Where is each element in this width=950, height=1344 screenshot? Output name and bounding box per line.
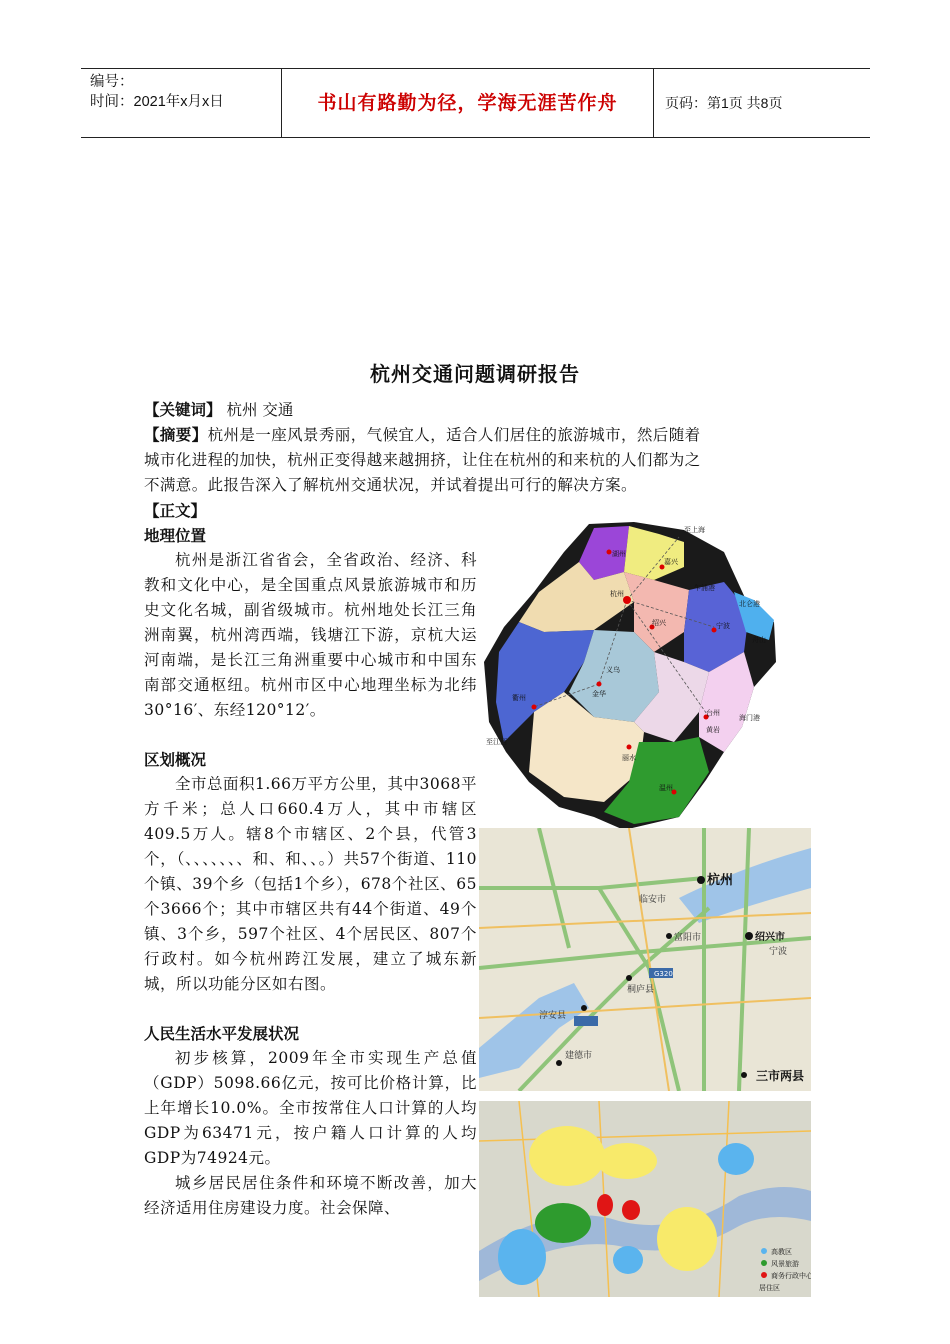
geo-section-text: 杭州是浙江省省会，全省政治、经济、科教和文化中心，是全国重点风景旅游城市和历史文化名城，副省级城市。杭州地处长江三角洲南翼，杭州湾西端，钱塘江下游，京杭大运河南端，是长江三角洲重要中心城市和中国东南部交通枢纽。杭州市区中心地理坐标为北纬30°16′、东经120°12′。	[144, 551, 477, 719]
legend-edu: 高教区	[771, 1248, 792, 1256]
map2-label-sanshi: 三市两县	[756, 1069, 805, 1083]
page-header	[81, 68, 870, 138]
map1-label-jiaxing: 嘉兴	[664, 558, 678, 566]
legend-scenic: 风景旅游	[771, 1260, 799, 1268]
map2-label-hangzhou: 杭州	[707, 873, 734, 888]
body-label: 【正文】	[144, 502, 207, 520]
living-section-text	[144, 1046, 477, 1221]
keywords-text: 杭州 交通	[221, 401, 294, 419]
map2-label-ningbo: 宁波	[769, 947, 788, 957]
legend-business: 商务行政中心	[771, 1272, 811, 1280]
map2-label-tonglu: 桐庐县	[627, 985, 655, 995]
map1-label-ningbo: 宁波	[716, 622, 730, 630]
time-label: 时间：2021年x月x日	[90, 94, 224, 110]
abstract-line-2: 城市化进程的加快，杭州正变得越来越拥挤，让住在杭州的和来杭的人们都为之	[144, 451, 701, 469]
hangzhou-road-map	[479, 828, 811, 1091]
map1-label-wenzhou: 温州	[659, 784, 673, 792]
living-paragraph-2: 城乡居民居住条件和环境不断改善，加大经济适用住房建设力度。社会保障、	[144, 1174, 477, 1217]
map1-label-beilun: 北仑港	[739, 600, 760, 608]
district-section-title: 区划概况	[144, 751, 207, 769]
map2-label-g320: G320	[654, 970, 673, 978]
map1-label-zhapu: 乍浦港	[694, 584, 715, 592]
map1-label-shanghai: 至上海	[684, 526, 705, 534]
map1-label-hangzhou: 杭州	[610, 590, 624, 598]
map2-label-jiande: 建德市	[565, 1051, 593, 1061]
map1-label-quzhou: 衢州	[512, 694, 526, 702]
living-paragraph-1: 初步核算，2009年全市实现生产总值（GDP）5098.66亿元，按可比价格计算，比上年增长10.0%。全市按常住人口计算的人均GDP为63471元，按户籍人口计算的人均GDP为74924元。	[144, 1049, 477, 1167]
abstract	[144, 423, 814, 498]
abstract-line-1: 杭州是一座风景秀丽，气候宜人，适合人们居住的旅游城市，然后随着	[207, 426, 701, 444]
map1-label-shaoxing: 绍兴	[652, 619, 666, 627]
map2-label-chunan: 淳安县	[539, 1011, 567, 1021]
geo-section-title: 地理位置	[144, 527, 207, 545]
functional-zone-map	[479, 1101, 811, 1297]
keywords-label: 【关键词】	[144, 401, 222, 419]
district-section-text: 全市总面积1.66万平方公里，其中3068平方千米；总人口660.4万人，其中市辖区409.5万人。辖8个市辖区、2个县，代管3个，（、、、、、、、和、和、、。）共57个街道、110个镇、39个乡（包括1个乡），678个社区、65个3666个；其中市辖区共有44个街道、49个镇、3个乡，597个社区、4个居民区、807个行政村。如今杭州跨江发展，建立了城东新城，所以功能分区如右图。	[144, 775, 477, 993]
living-section-title: 人民生活水平发展状况	[144, 1025, 300, 1043]
map2-label-fuyang: 富阳市	[674, 933, 702, 943]
map1-label-huzhou: 湖州	[612, 550, 626, 558]
zhejiang-province-map	[484, 512, 784, 832]
legend-residential: 居住区	[759, 1284, 780, 1292]
map1-label-yiwu: 义乌	[606, 666, 620, 674]
header-left-cell	[81, 69, 282, 137]
map2-label-shaoxing: 绍兴市	[755, 932, 785, 943]
map1-label-haimen: 海门港	[739, 714, 760, 722]
page-info: 页码：第1页 共8页	[665, 95, 783, 111]
abstract-label: 【摘要】	[144, 426, 208, 444]
abstract-line-3: 不满意。此报告深入了解杭州交通状况，并试着提出可行的解决方案。	[144, 476, 637, 494]
map1-label-huangyan: 黄岩	[706, 726, 720, 734]
map1-label-taizhou: 台州	[706, 709, 720, 717]
keywords-line	[144, 398, 293, 423]
number-label: 编号：	[90, 74, 134, 90]
map1-label-lishui: 丽水	[622, 754, 636, 762]
map2-label-linan: 临安市	[639, 895, 667, 905]
page-title: 杭州交通问题调研报告	[370, 362, 580, 386]
motto: 书山有路勤为径，学海无涯苦作舟	[282, 69, 654, 137]
map1-label-jinhua: 金华	[592, 690, 606, 698]
map1-label-zhoushan: 舟山	[752, 636, 766, 644]
map1-label-jiangxi: 至江西	[486, 738, 507, 746]
